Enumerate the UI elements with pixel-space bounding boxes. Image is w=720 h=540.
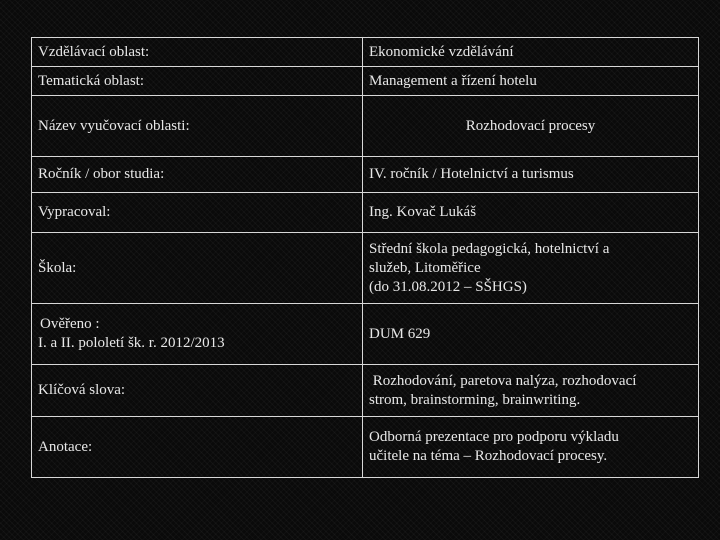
thematic-value: Management a řízení hotelu [369,72,537,89]
value-cell [363,193,699,233]
value-cell [363,38,699,67]
table-row [32,38,699,67]
dum-value: DUM 629 [369,325,431,342]
value-cell [363,417,699,478]
school-line: Střední škola pedagogická, hotelnictví a [369,240,610,257]
value-cell [363,304,699,365]
thematic-label: Tematická oblast: [38,72,144,89]
label-cell [32,417,363,478]
label-cell [32,38,363,67]
table-row [32,96,699,157]
label-cell [32,233,363,304]
table-row [32,304,699,365]
grade-value: IV. ročník / Hotelnictví a turismus [369,166,574,182]
table-row [32,193,699,233]
label-cell [32,96,363,157]
value-cell [363,365,699,417]
table-row [32,233,699,304]
label-cell [32,157,363,193]
table-row [32,417,699,478]
label-cell [32,365,363,417]
value-cell [363,67,699,96]
value-cell [363,233,699,304]
metadata-table [31,37,699,478]
label-cell [32,67,363,96]
keywords-line: strom, brainstorming, brainwriting. [369,391,581,408]
subject-value: Rozhodovací procesy [465,117,596,134]
label-cell [32,193,363,233]
value-cell [363,157,699,193]
label-cell [32,304,363,365]
keywords-label: Klíčová slova: [38,382,126,398]
verified-line: Ověřeno : [40,316,100,332]
author-label: Vypracoval: [38,204,111,220]
school-line: služeb, Litoměřice [369,259,481,276]
subject-label: Název vyučovací oblasti: [38,117,190,134]
verified-line: I. a II. pololetí šk. r. 2012/2013 [38,335,225,351]
area-value: Ekonomické vzdělávání [369,43,514,60]
grade-label: Ročník / obor studia: [38,166,165,182]
keywords-line: Rozhodování, paretova nalýza, rozhodovací [369,372,637,389]
annotation-label: Anotace: [38,438,93,455]
school-label: Škola: [38,259,77,276]
table-row [32,157,699,193]
value-cell [363,96,699,157]
annotation-line: učitele na téma – Rozhodovací procesy. [369,448,608,464]
author-value: Ing. Kovač Lukáš [369,204,477,220]
area-label: Vzdělávací oblast: [38,43,150,60]
table-row [32,365,699,417]
school-line: (do 31.08.2012 – SŠHGS) [369,278,527,295]
table-row [32,67,699,96]
annotation-line: Odborná prezentace pro podporu výkladu [369,429,619,445]
